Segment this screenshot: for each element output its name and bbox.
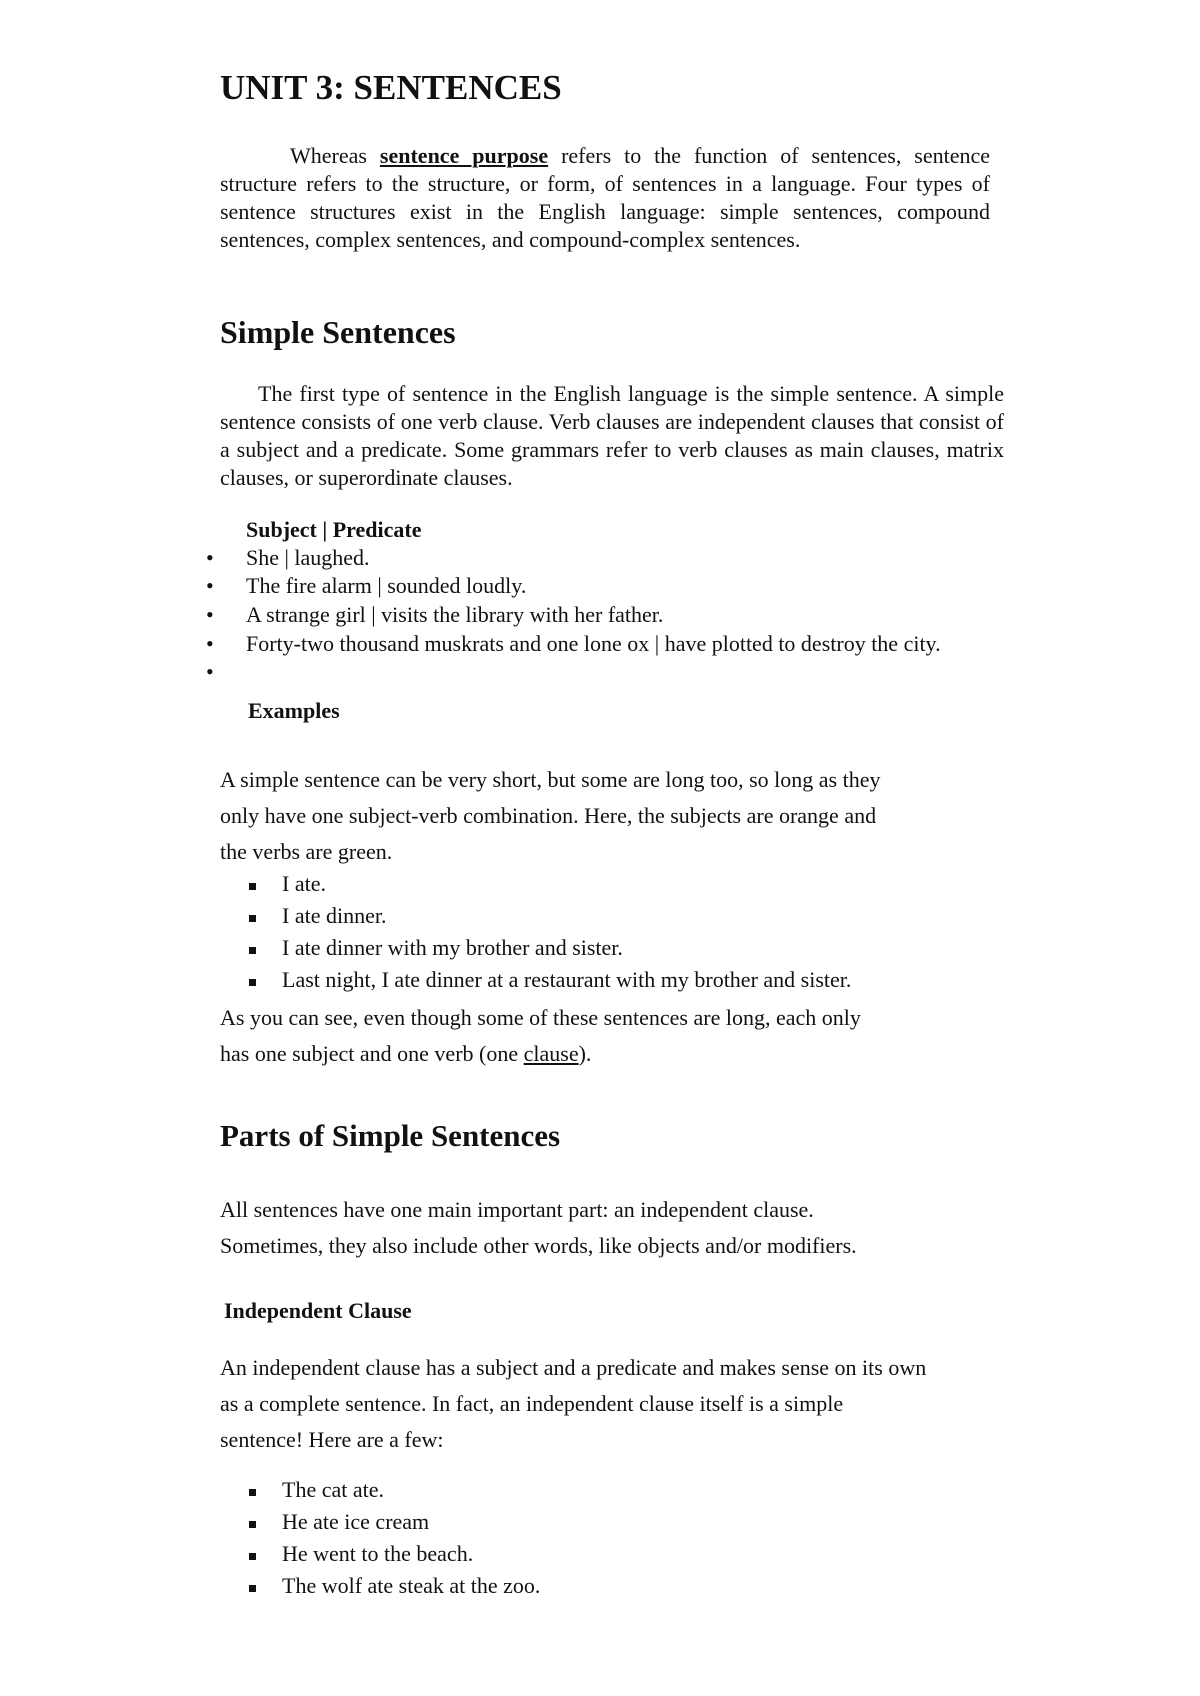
clause-link[interactable]: clause	[523, 1041, 579, 1066]
subject-predicate-header: Subject | Predicate	[246, 517, 422, 542]
bullet-icon: •	[206, 602, 214, 627]
square-bullet-icon	[249, 915, 256, 922]
simple-sentences-heading: Simple Sentences	[220, 314, 456, 350]
bullet-icon: •	[206, 545, 214, 570]
simple-sentences-paragraph: The first type of sentence in the English language is the simple sentence. A simple sentence consists of one verb clause. Verb clauses are independent clauses that consist of a subject and a predicate. Some grammars refer to verb clauses as main clauses, matrix clauses, or superordinate clauses.	[220, 381, 1004, 490]
examples-intro-line: only have one subject-verb combination. Here, the subjects are orange and	[220, 803, 877, 828]
square-bullet-icon	[249, 1553, 256, 1560]
square-bullet-icon	[249, 947, 256, 954]
square-bullet-icon	[249, 979, 256, 986]
examples-heading: Examples	[248, 698, 340, 723]
sentence-purpose-term: sentence purpose	[379, 143, 549, 168]
intro-paragraph	[220, 142, 990, 254]
document-page: UNIT 3: SENTENCES Whereas sentence purpose refers to the function of sentences, sentence structure refers to the structure, or form, of sentences in a language. Four types of sentence structures exist in the English language: simple sentences, compound sentences, complex sentences, and compound-complex sentences. Simple Sentences The first type of sentence in the English language is the simple sentence. A simple sentence consists of one verb clause. Verb clauses are independent clauses that consist of a subject and a predicate. Some grammars refer to verb clauses as main clauses, matrix clauses, or superordinate clauses. Subject | Predicate • She | laughed. • The fire alarm | sounded loudly. • A strange girl | visits the library with her father. • Forty-two thousand muskrats and one lone ox | have plotted to destroy the city. • Examples A simple sentence can be very short, but some are long too, so long as they only have one subject-verb combination. Here, the subjects are orange and the verbs are green. I ate. I ate dinner. I ate dinner with my brother and sister. Last night, I ate dinner at a restaurant with my brother and sister. As you can see, even though some of these sentences are long, each only has one subject and one verb (one clause). Parts of Simple Sentences All sentences have one main important part: an independent clause. Sometimes, they also include other words, like objects and/or modifiers. Independent Clause An independent clause has a subject and a predicate and makes sense on its own as a complete sentence. In fact, an independent clause itself is a simple sentence! Here are a few: The cat ate. He ate ice cream He went to the beach. The wolf ate steak at the zoo.	[0, 0, 1200, 1696]
square-bullet-icon	[249, 1521, 256, 1528]
intro-lead: Whereas	[290, 143, 367, 168]
square-bullet-icon	[249, 1489, 256, 1496]
parts-heading: Parts of Simple Sentences	[220, 1118, 561, 1153]
independent-clause-line: sentence! Here are a few:	[220, 1427, 444, 1452]
intro-rest: refers to the function of sentences, sentence structure refers to the structure, or form, of sentences in a language. Four types of sentence structures exist in the English language: simple sentences, compound sentences, complex sentences, and compound-complex sentences.	[220, 143, 991, 252]
bullet-icon: •	[206, 659, 214, 684]
examples-outro-line: has one subject and one verb (one clause).	[220, 1041, 592, 1066]
bullet-icon: •	[206, 573, 214, 598]
square-bullet-icon	[249, 1585, 256, 1592]
examples-intro-line: the verbs are green.	[220, 839, 393, 864]
parts-line: Sometimes, they also include other words, like objects and/or modifiers.	[220, 1233, 857, 1258]
square-bullet-icon	[249, 883, 256, 890]
bullet-icon: •	[206, 631, 214, 656]
examples-intro-line: A simple sentence can be very short, but some are long too, so long as they	[220, 767, 881, 792]
independent-clause-line: as a complete sentence. In fact, an independent clause itself is a simple	[220, 1391, 844, 1416]
examples-outro-line: As you can see, even though some of these sentences are long, each only	[220, 1005, 861, 1030]
independent-clause-heading: Independent Clause	[224, 1298, 412, 1323]
page-title: UNIT 3: SENTENCES	[220, 68, 562, 107]
parts-line: All sentences have one main important part: an independent clause.	[220, 1197, 814, 1222]
independent-clause-line: An independent clause has a subject and a predicate and makes sense on its own	[220, 1355, 927, 1380]
